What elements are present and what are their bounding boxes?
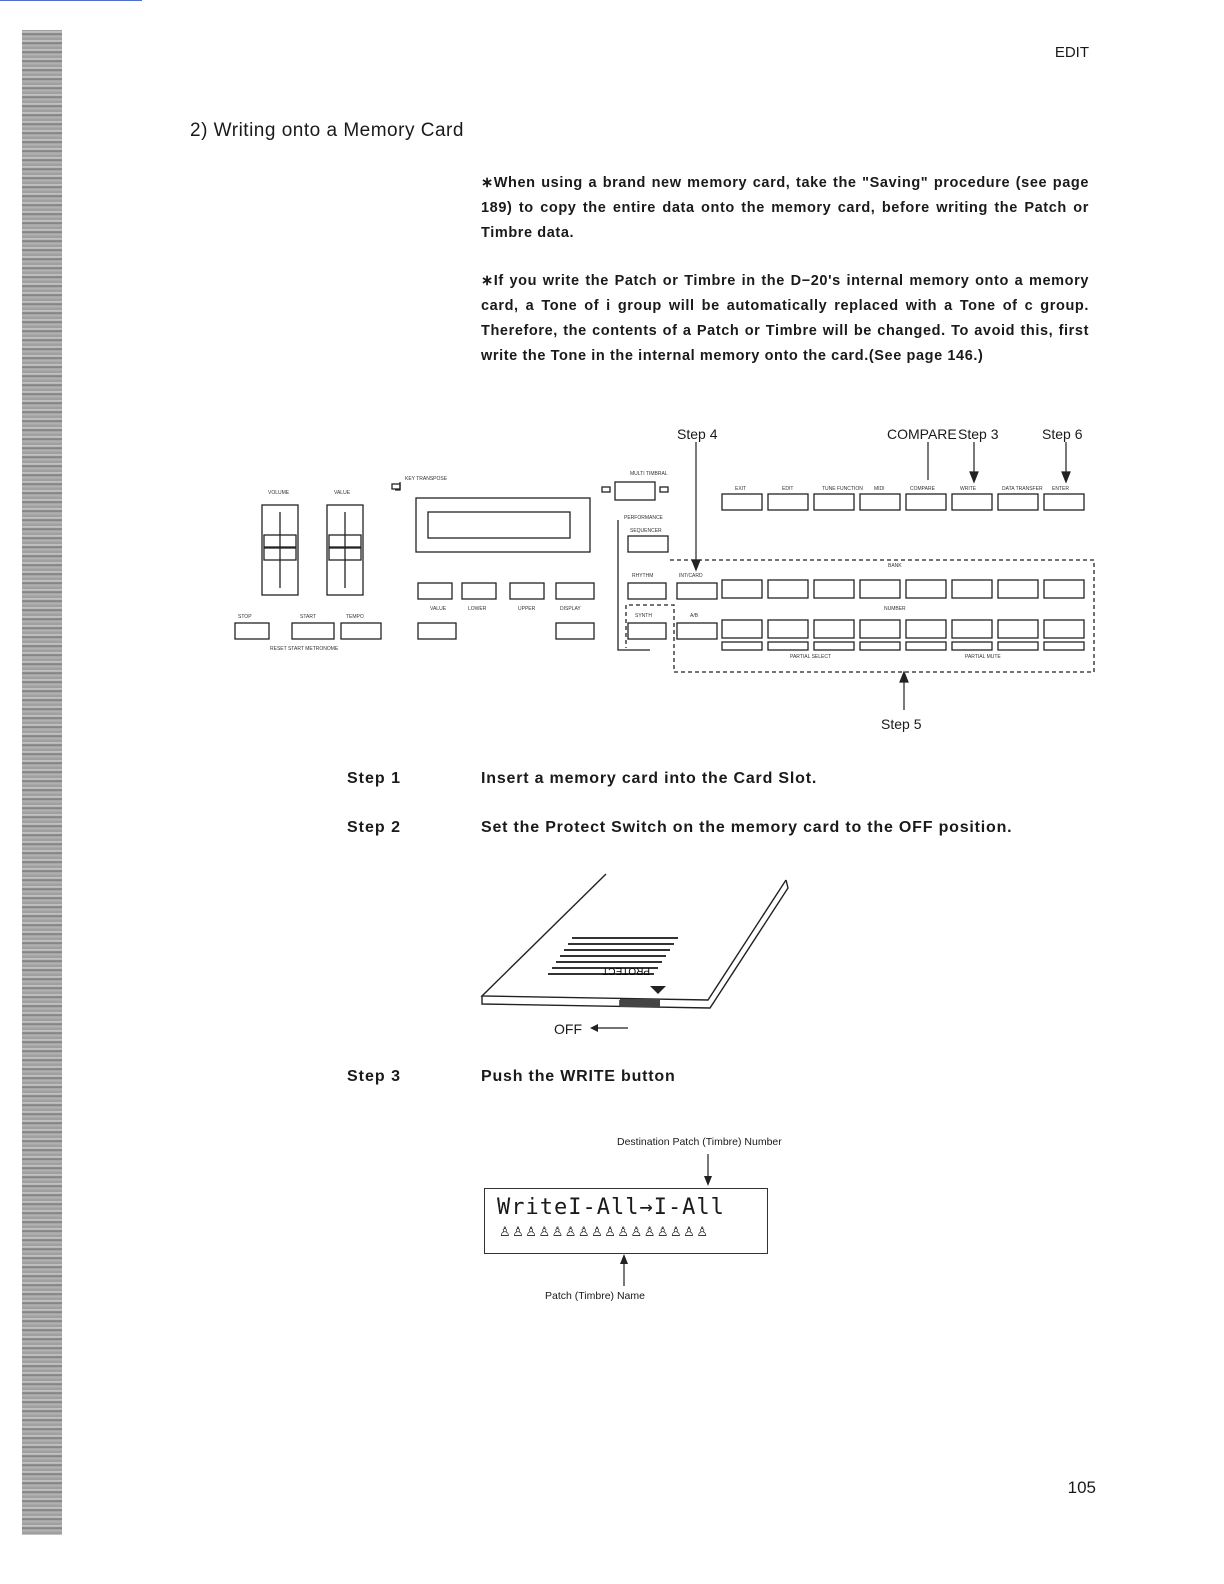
svg-text:BANK: BANK	[888, 563, 902, 569]
step-1-text: Insert a memory card into the Card Slot.	[481, 770, 818, 787]
svg-text:DATA TRANSFER: DATA TRANSFER	[1002, 486, 1043, 492]
svg-text:SEQUENCER: SEQUENCER	[630, 528, 662, 534]
svg-text:TUNE FUNCTION: TUNE FUNCTION	[822, 486, 863, 492]
off-label: OFF	[554, 1021, 582, 1037]
svg-text:SYNTH: SYNTH	[635, 613, 652, 619]
callout-step-4: Step 4	[677, 426, 718, 442]
svg-text:COMPARE: COMPARE	[910, 486, 935, 492]
section-header: EDIT	[1054, 44, 1089, 61]
lcd-top-arrow	[700, 1152, 716, 1188]
page-title: 2) Writing onto a Memory Card	[190, 120, 464, 141]
note-new-card: ∗When using a brand new memory card, take the "Saving" procedure (see page 189) to copy the entire data onto the memory card, before writing the Patch or Timbre data.	[481, 175, 1089, 241]
scan-binding-edge	[22, 30, 62, 1535]
step-2-text: Set the Protect Switch on the memory card to the OFF position.	[481, 819, 1013, 836]
svg-text:VALUE: VALUE	[430, 606, 447, 612]
step-1-label: Step 1	[347, 770, 402, 787]
front-panel-diagram	[230, 420, 1100, 740]
step-2-label: Step 2	[347, 819, 402, 836]
svg-text:A/B: A/B	[690, 613, 699, 619]
svg-text:VOLUME: VOLUME	[268, 490, 290, 496]
display-window	[416, 498, 590, 552]
lcd-caption-destination: Destination Patch (Timbre) Number	[617, 1136, 782, 1148]
svg-text:PARTIAL MUTE: PARTIAL MUTE	[965, 654, 1001, 660]
memory-card-illustration	[470, 868, 800, 1038]
svg-text:ENTER: ENTER	[1052, 486, 1069, 492]
note-tone-group: ∗If you write the Patch or Timbre in the D−20's internal memory onto a memory card, a Tone of i group will be automatically replaced with a Tone of c group. Therefore, the contents of a Patch or Timbre will be changed. To avoid this, first write the Tone in the internal memory onto the card.(See page 146.)	[481, 273, 1089, 364]
lcd-display	[484, 1188, 768, 1254]
svg-text:PARTIAL SELECT: PARTIAL SELECT	[790, 654, 832, 660]
lcd-line-2: ♙♙♙♙♙♙♙♙♙♙♙♙♙♙♙♙	[499, 1225, 710, 1240]
svg-text:DISPLAY: DISPLAY	[560, 606, 581, 612]
callout-step-6: Step 6	[1042, 426, 1083, 442]
svg-text:WRITE: WRITE	[960, 486, 977, 492]
lcd-bottom-arrow	[616, 1252, 632, 1288]
svg-text:MULTI TIMBRAL: MULTI TIMBRAL	[630, 471, 668, 477]
protect-label: PROTECT	[602, 965, 650, 976]
step-3-text: Push the WRITE button	[481, 1068, 676, 1085]
lcd-caption-name: Patch (Timbre) Name	[545, 1290, 645, 1302]
svg-text:INT/CARD: INT/CARD	[679, 573, 703, 579]
svg-text:MIDI: MIDI	[874, 486, 885, 492]
step-3-label: Step 3	[347, 1068, 402, 1085]
svg-text:KEY TRANSPOSE: KEY TRANSPOSE	[405, 476, 448, 482]
footer-rule	[0, 0, 142, 1]
svg-text:TEMPO: TEMPO	[346, 614, 364, 620]
callout-step-5: Step 5	[881, 716, 922, 732]
svg-text:EXIT: EXIT	[735, 486, 747, 492]
svg-text:PERFORMANCE: PERFORMANCE	[624, 515, 663, 521]
svg-text:LOWER: LOWER	[468, 606, 487, 612]
svg-text:VALUE: VALUE	[334, 490, 351, 496]
svg-text:UPPER: UPPER	[518, 606, 536, 612]
page-number: 105	[1067, 1478, 1096, 1497]
svg-text:RHYTHM: RHYTHM	[632, 573, 654, 579]
lcd-line-1: WriteI-All→I-All	[497, 1195, 725, 1220]
svg-text:START: START	[300, 614, 316, 620]
svg-text:STOP: STOP	[238, 614, 252, 620]
svg-text:NUMBER: NUMBER	[884, 606, 906, 612]
callout-step-3: Step 3	[958, 426, 999, 442]
svg-text:RESET START METRONOME: RESET START METRONOME	[270, 646, 339, 652]
callout-compare: COMPARE	[887, 426, 957, 442]
svg-text:EDIT: EDIT	[782, 486, 794, 492]
